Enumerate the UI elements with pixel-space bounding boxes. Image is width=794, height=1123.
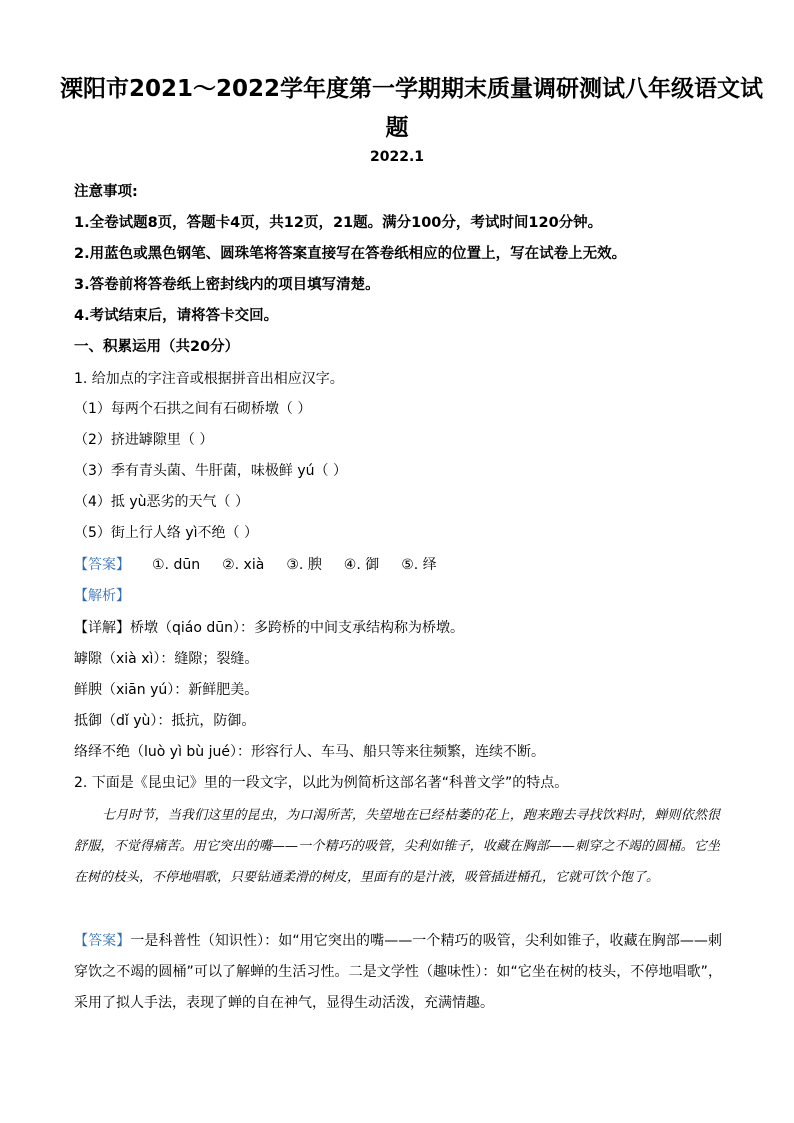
notice-item-3: 3.答卷前将答卷纸上密封线内的项目填写清楚。 [74,277,380,293]
notice-item-2: 2.用蓝色或黑色钢笔、圆珠笔将答案直接写在答卷纸相应的位置上，写在试卷上无效。 [74,246,627,262]
exam-date: 2022.1 [369,149,425,165]
section-heading: 一、积累运用（共20分） [74,339,240,355]
question-2-answer [74,926,722,1019]
answer-label: 【答案】 [74,557,130,573]
question-2-passage [74,800,720,893]
detail-label: 【详解】 [74,620,130,636]
exam-title-line2: 题 [385,115,409,141]
detail-line-4: 抵御（dǐ yù）：抵抗，防御。 [74,713,256,729]
question-1-item-4: （4）抵 yù恶劣的天气（ ） [74,494,249,510]
answer-item-5: ⑤. 绎 [401,557,437,573]
question-1-item-3: （3）季有青头菌、牛肝菌，味极鲜 yú（ ） [74,463,347,479]
question-1-stem: 1. 给加点的字注音或根据拼音出相应汉字。 [74,371,344,387]
answer-item-2: ②. xià [222,557,265,573]
answer-item-4: ④. 御 [343,557,380,573]
analysis-label: 【解析】 [74,588,130,604]
notice-item-4: 4.考试结束后，请将答卡交回。 [74,308,279,324]
notice-item-1: 1.全卷试题8页，答题卡4页，共12页，21题。满分100分，考试时间120分钟。 [74,215,603,231]
question-1-item-2: （2）挤进罅隙里（ ） [74,432,214,448]
detail-text-1: 桥墩（qiáo dūn）：多跨桥的中间支承结构称为桥墩。 [130,620,465,636]
exam-title-line1: 溧阳市2021～2022学年度第一学期期末质量调研测试八年级语文试 [60,76,764,102]
answer-item-3: ③. 腴 [286,557,322,573]
detail-line-2: 罅隙（xià xì）：缝隙；裂缝。 [74,651,259,667]
detail-line-1 [74,618,464,638]
question-2-stem: 2. 下面是《昆虫记》里的一段文字，以此为例简析这部名著“科普文学”的特点。 [74,775,569,791]
answer-label-2: 【答案】 [74,933,131,949]
answer-text-2: 一是科普性（知识性）：如“用它突出的嘴——一个精巧的吸管，尖利如锥子，收藏在胸部——刺穿饮之不竭的圆桶”可以了解蝉的生活习性。二是文学性（趣味性）：如“它坐在树的枝头，不停地唱歌”，采用了拟人手法，表现了蝉的自在神气，显得生动活泼，充满情趣。 [74,933,722,1011]
notice-heading: 注意事项: [74,184,138,200]
detail-line-5: 络绎不绝（luò yì bù jué）：形容行人、车马、船只等来往频繁，连续不断。 [74,744,545,760]
question-1-item-5: （5）街上行人络 yì不绝（ ） [74,525,258,541]
question-1-answer-row [74,555,437,575]
answer-item-1: ①. dūn [152,557,201,573]
passage-text: 七月时节，当我们这里的昆虫，为口渴所苦，失望地在已经枯萎的花上，跑来跑去寻找饮料时，蝉则依然很舒服，不觉得痛苦。用它突出的嘴——一个精巧的吸管，尖利如锥子，收藏在胸部——刺穿之不竭的圆桶。它坐在树的枝头，不停地唱歌，只要钻通柔滑的树皮，里面有的是汁液，吸管插进桶孔，它就可饮个饱了。 [74,808,720,885]
detail-line-3: 鲜腴（xiān yú）：新鲜肥美。 [74,682,259,698]
question-1-item-1: （1）每两个石拱之间有石砌桥墩（ ） [74,401,312,417]
